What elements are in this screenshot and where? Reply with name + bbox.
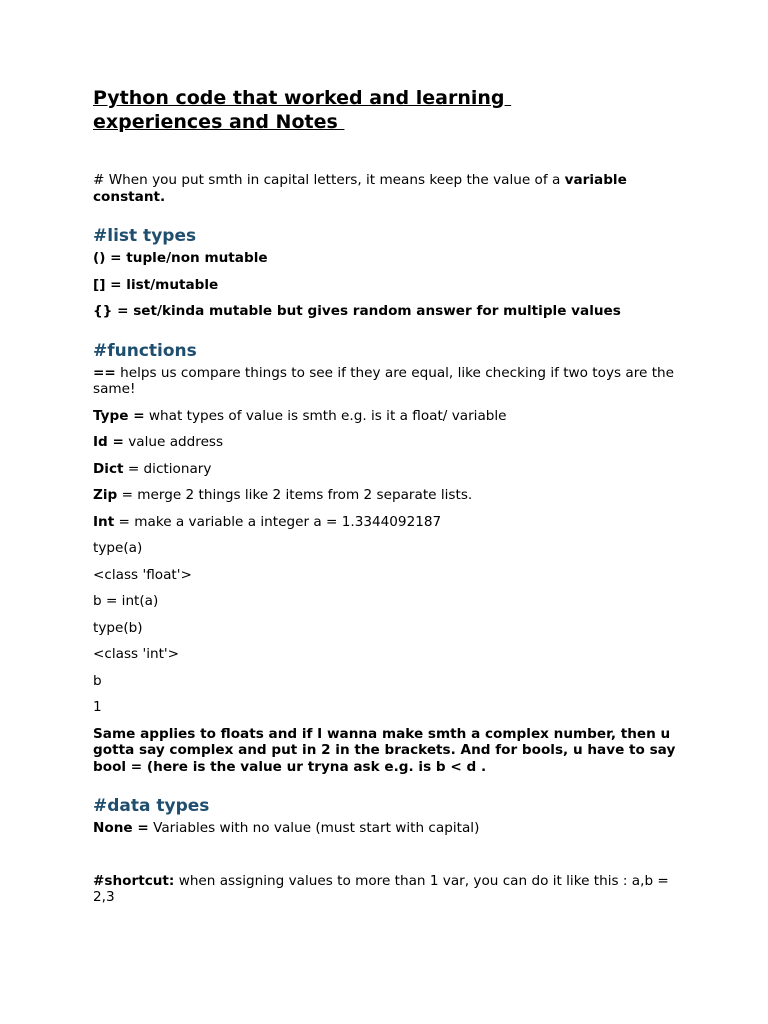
- zip-term: Zip: [93, 487, 118, 503]
- title-line-2: experiences and Notes: [93, 111, 345, 133]
- code-line: 1: [93, 699, 102, 715]
- code-line: <class 'int'>: [93, 646, 180, 662]
- list-type-item: [93, 303, 683, 320]
- equality-paragraph: [93, 365, 683, 398]
- intro-text: # When you put smth in capital letters, it means keep the value of a: [93, 172, 565, 188]
- id-text: value address: [123, 434, 224, 450]
- list-type-tuple: () = tuple/non mutable: [93, 250, 268, 266]
- code-line: b: [93, 672, 102, 689]
- dict-term: Dict: [93, 460, 124, 477]
- type-term: Type =: [93, 407, 145, 424]
- id-term: Id =: [93, 434, 124, 450]
- list-type-item: [93, 277, 683, 294]
- code-line: type(a): [93, 540, 143, 556]
- zip-text: = merge 2 things like 2 items from 2 separate lists.: [117, 487, 473, 503]
- none-term: None =: [93, 820, 149, 836]
- conversion-note: [93, 726, 683, 776]
- type-text: what types of value is smth e.g. is it a float/ variable: [144, 407, 507, 424]
- document-title: [93, 86, 683, 134]
- none-text: Variables with no value (must start with capital): [148, 820, 480, 836]
- dict-text: = dictionary: [123, 460, 212, 477]
- list-type-list: [] = list/mutable: [93, 276, 219, 293]
- shortcut-text: when assigning values to more than 1 var, you can do it like this : a,b = 2,3: [93, 872, 669, 905]
- list-type-item: [93, 250, 683, 267]
- shortcut-term: #shortcut:: [93, 872, 175, 889]
- document-page: [93, 86, 683, 906]
- list-types-heading: #list types: [93, 226, 197, 246]
- title-line-1: Python code that worked and learning: [93, 87, 512, 109]
- intro-bold: variable constant.: [93, 172, 627, 205]
- id-paragraph: [93, 434, 683, 451]
- equality-term: ==: [93, 364, 116, 381]
- none-paragraph: [93, 820, 683, 837]
- code-line: type(b): [93, 619, 143, 636]
- code-line: b = int(a): [93, 593, 159, 609]
- zip-paragraph: [93, 487, 683, 504]
- data-types-heading: #data types: [93, 796, 210, 816]
- int-term: Int: [93, 513, 115, 530]
- int-paragraph: [93, 514, 683, 531]
- conversion-note-text: Same applies to floats and if I wanna make smth a complex number, then u gotta say complex and put in 2 in the brackets. And for bools, u have to say bool = (here is the value ur tryna ask e.g. is b < d .: [93, 725, 676, 775]
- functions-heading: #functions: [93, 340, 197, 361]
- type-paragraph: [93, 408, 683, 425]
- shortcut-paragraph: [93, 873, 683, 906]
- intro-paragraph: [93, 172, 683, 205]
- dict-paragraph: [93, 461, 683, 478]
- code-line: <class 'float'>: [93, 566, 192, 583]
- int-text: = make a variable a integer a = 1.3344092187: [114, 513, 442, 530]
- list-type-set: {} = set/kinda mutable but gives random answer for multiple values: [93, 303, 621, 319]
- equality-text: helps us compare things to see if they are equal, like checking if two toys are the same!: [93, 364, 675, 397]
